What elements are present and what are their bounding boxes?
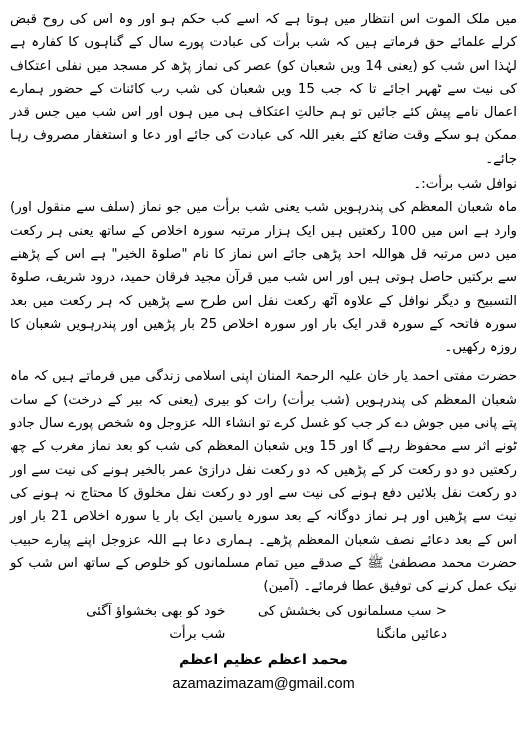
poem-line-first: < سب مسلمانوں کی بخشش کی دعائیں مانگنا: [257, 604, 447, 643]
section-heading: نوافل شب برأت:۔: [413, 177, 517, 193]
author-email: azamazimazam@gmail.com: [172, 676, 355, 693]
paragraph-nawafil: ماہ شعبان المعظم کی پندرہویں شب یعنی شب برأت میں جو نماز (سلف سے منقول اور) وارد ہے اس میں 100 رکعتیں ہیں ایک ہزار مرتبہ سورہ اخلاص کے ساتھ یعنی ہر رکعت میں دس مرتبہ قل ھواللہ احد پڑھی جائے اس نماز کا نام "صلوۃ الخیر" ہے اس کے پڑھنے سے برکتیں حاصل ہوتی ہیں اور اس شب میں قرآن مجید فرقان حمید، درود شریف، صلوۃ التسبیح و دیگر نوافل کے علاوہ آٹھ رکعت نفل اس طرح سے پڑھیں کہ ہر رکعت میں بعد سورہ فاتحہ کے سورہ قدر ایک بار اور سورہ اخلاص 25 بار پڑھیں اور پندرہویں شعبان کا روزہ رکھیں۔: [10, 200, 517, 356]
author-signature: محمد اعظم عظیم اعظم: [179, 652, 348, 669]
paragraph-intro: میں ملک الموت اس انتظار میں ہوتا ہے کہ اسے کب حکم ہو اور وہ اس کی روح قبض کرلے علمائے حق فرماتے ہیں کہ شب برأت کی عبادت پورے سال کے گناہوں کا کفارہ ہے لہٰذا اس شب کو (یعنی 14 ویں شعبان کو) عصر کی نماز پڑھ کر مسجد میں نفلی اعتکاف کی نیت سے ٹھہر اجائے تا کہ جب 15 ویں شعبان کی شب رب کائنات کے حضور ہمارے اعمال نامے پیش کئے جائیں تو ہم حالتِ اعتکاف ہی میں ہوں اور اس شب میں جس قدر ممکن ہو سکے وقت ضائع کئے بغیر اللہ کی عبادت کی جائے اور دعا و استغفار مصروف رہا جائے۔: [10, 12, 517, 167]
paragraph-mufti-quote: حضرت مفتی احمد یار خان علیہ الرحمۃ المنان اپنی اسلامی زندگی میں فرماتے ہیں کہ ماہ شعبان المعظم کی پندرہویں (شب برأت) رات کو بیری (یعنی کہ بیر کے درخت) کے سات پتے پانی میں جوش دے کر جب کو غسل کرے تو انشاء اللہ عزوجل وہ شخص پورے سال جادو ٹونے اثر سے محفوظ رہے گا اور 15 ویں شعبان المعظم کی شب کو بعد نماز مغرب کے چھ رکعتیں دو دو رکعت کر کے پڑھیں کہ دو رکعت نفل درازیٔ عمر بالخیر ہونے کی نیت سے اور دو رکعت نفل بلائیں دفع ہونے کی نیت سے اور دو رکعت نفل مخلوق کا محتاج نہ ہونے کی نیت سے پڑھیں اور ہر نماز دوگانہ کے بعد سورہ یاسین ایک بار یا سورہ اخلاص 21 بار اور اس کے بعد دعائے نصف شعبان المعظم پڑھے۔ ہماری دعا ہے اللہ عزوجل اپنے پیارے حبیب حضرت محمد مصطفیٰ ﷺ کے صدقے میں تمام مسلمانوں کو خلوص کے ساتھ اس شب کو نیک عمل کرنے کی توفیق عطا فرمائے۔ (آمین): [10, 369, 517, 595]
poem-line-second: خود کو بھی بخشواؤ آگئی شب برأت: [86, 604, 226, 643]
poem-couplet: [10, 600, 517, 646]
